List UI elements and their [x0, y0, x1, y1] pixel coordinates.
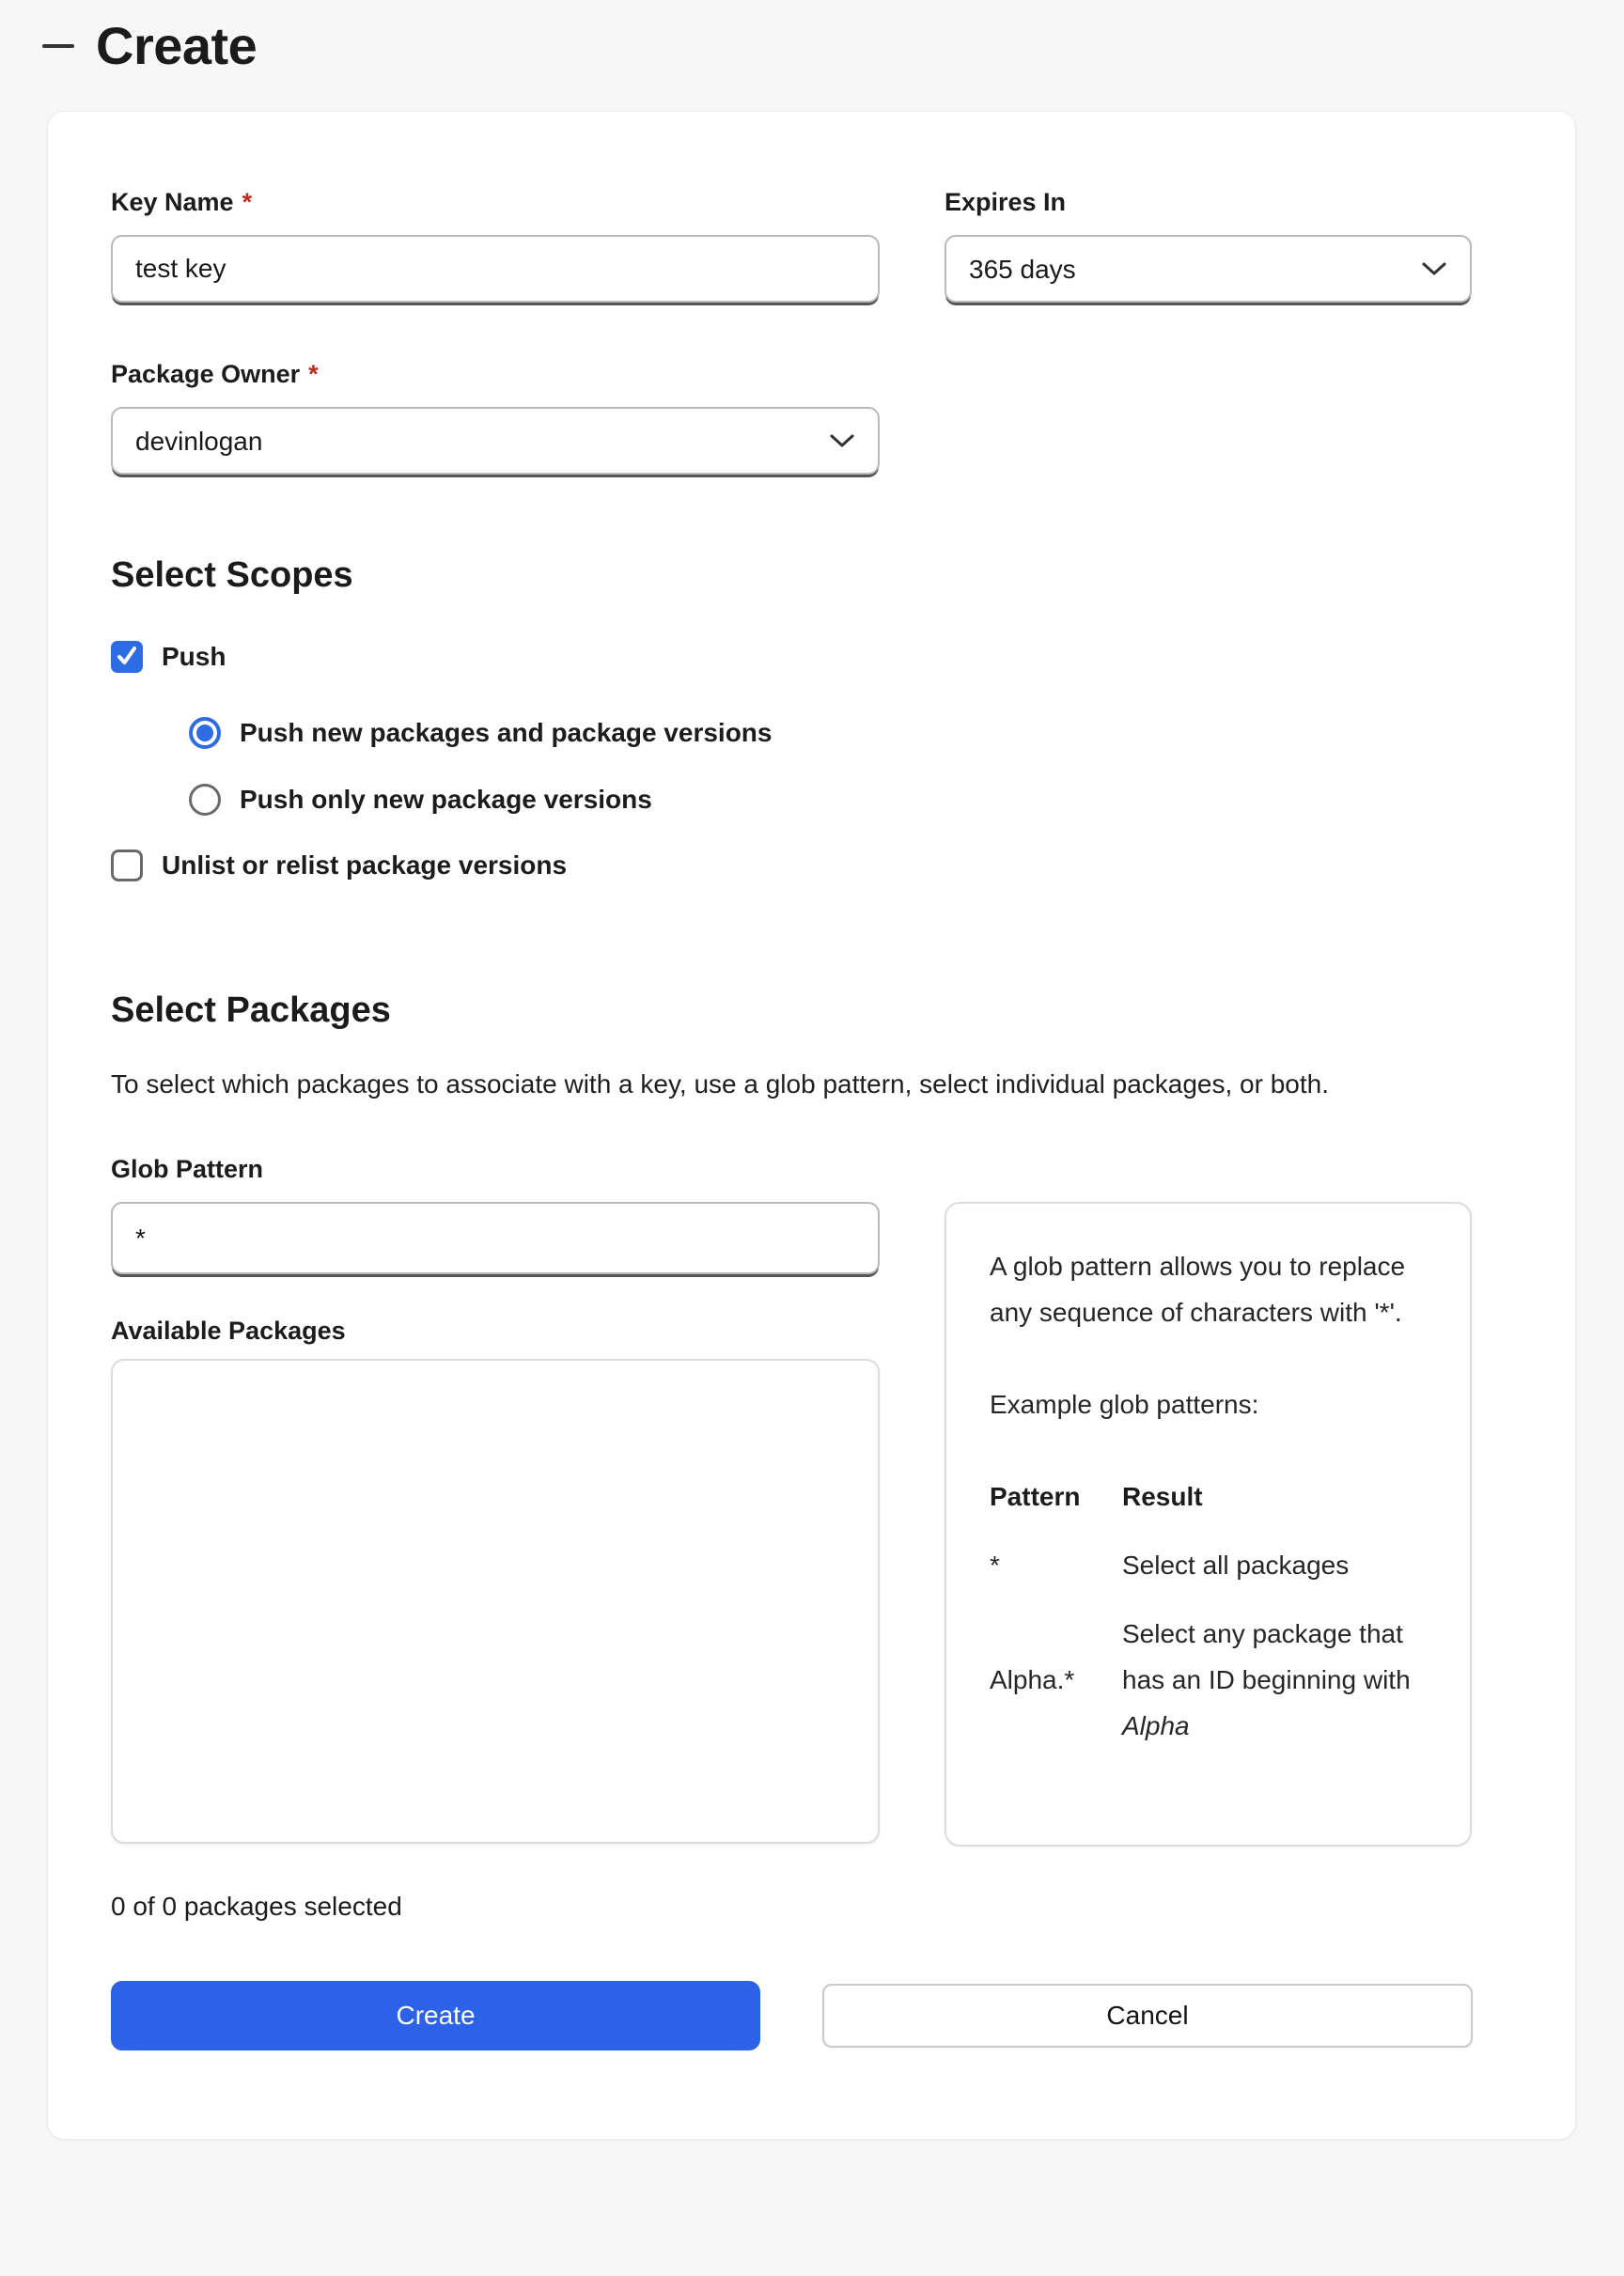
- name-expiry-row: [111, 187, 1470, 303]
- expires-in-label: [945, 187, 1472, 217]
- page-title: Create: [96, 16, 258, 76]
- form-actions: [111, 1981, 1470, 2050]
- package-owner-label: [111, 359, 880, 389]
- available-packages-label-text: Available Packages: [111, 1317, 346, 1345]
- push-options-group: [189, 714, 1470, 818]
- push-checkbox[interactable]: [111, 641, 143, 673]
- glob-pattern-label: [111, 1154, 880, 1184]
- cancel-button[interactable]: Cancel: [822, 1984, 1473, 2048]
- packages-description: To select which packages to associate with a key, use a glob pattern, select individual packages, or both.: [111, 1069, 1329, 1099]
- package-owner-label-text: Package Owner: [111, 360, 301, 388]
- key-name-input[interactable]: [111, 235, 880, 303]
- checkmark-icon: [115, 645, 139, 669]
- packages-selection-area: [111, 1154, 1470, 1847]
- result-cell: Select all packages: [1122, 1551, 1350, 1580]
- select-packages-heading: Select Packages: [111, 990, 391, 1030]
- pattern-cell: *: [990, 1551, 1000, 1580]
- pattern-cell: Alpha.*: [990, 1665, 1075, 1694]
- push-new-packages-row: [189, 714, 1470, 752]
- unlist-checkbox[interactable]: [111, 850, 143, 881]
- key-name-field: [111, 187, 880, 303]
- create-button[interactable]: Create: [111, 1981, 760, 2050]
- collapse-icon[interactable]: [42, 44, 74, 48]
- select-scopes-heading: Select Scopes: [111, 555, 353, 595]
- result-text: Select any package that has an ID beginning with: [1122, 1619, 1411, 1694]
- glob-help-panel: [945, 1202, 1472, 1847]
- expires-in-select[interactable]: [945, 235, 1472, 303]
- table-row: [990, 1531, 1429, 1599]
- glob-help-intro: A glob pattern allows you to replace any sequence of characters with '*'.: [990, 1252, 1406, 1327]
- push-only-versions-label: Push only new package versions: [240, 785, 652, 814]
- glob-pattern-label-text: Glob Pattern: [111, 1155, 264, 1183]
- packages-selected-summary: 0 of 0 packages selected: [111, 1892, 402, 1921]
- result-cell: [1122, 1599, 1429, 1760]
- result-italic-text: Alpha: [1122, 1711, 1190, 1740]
- glob-examples-table: [990, 1473, 1429, 1760]
- glob-pattern-input[interactable]: [111, 1202, 880, 1274]
- unlist-checkbox-label: Unlist or relist package versions: [162, 850, 568, 880]
- page-header: [42, 15, 1624, 77]
- create-key-form-card: [47, 111, 1576, 2140]
- key-name-label: [111, 187, 880, 217]
- push-new-packages-radio[interactable]: [189, 717, 221, 749]
- table-row: [990, 1599, 1429, 1760]
- pattern-column-header: Pattern: [990, 1482, 1081, 1511]
- expires-in-field: [945, 187, 1472, 303]
- push-new-packages-label: Push new packages and package versions: [240, 718, 773, 747]
- package-owner-field: [111, 359, 880, 475]
- push-only-versions-radio[interactable]: [189, 784, 221, 816]
- package-owner-select[interactable]: [111, 407, 880, 475]
- result-column-header: Result: [1122, 1482, 1203, 1511]
- unlist-scope-row: [111, 847, 1470, 884]
- required-asterisk: *: [308, 360, 319, 388]
- push-checkbox-label: Push: [162, 642, 226, 671]
- available-packages-label: [111, 1316, 880, 1346]
- push-scope-row: [111, 638, 1470, 676]
- available-packages-list[interactable]: [111, 1359, 880, 1844]
- packages-left-column: [111, 1154, 880, 1844]
- expires-in-label-text: Expires In: [945, 188, 1067, 216]
- push-only-versions-row: [189, 781, 1470, 818]
- glob-examples-title: Example glob patterns:: [990, 1390, 1259, 1419]
- required-asterisk: *: [242, 188, 253, 216]
- key-name-label-text: Key Name: [111, 188, 234, 216]
